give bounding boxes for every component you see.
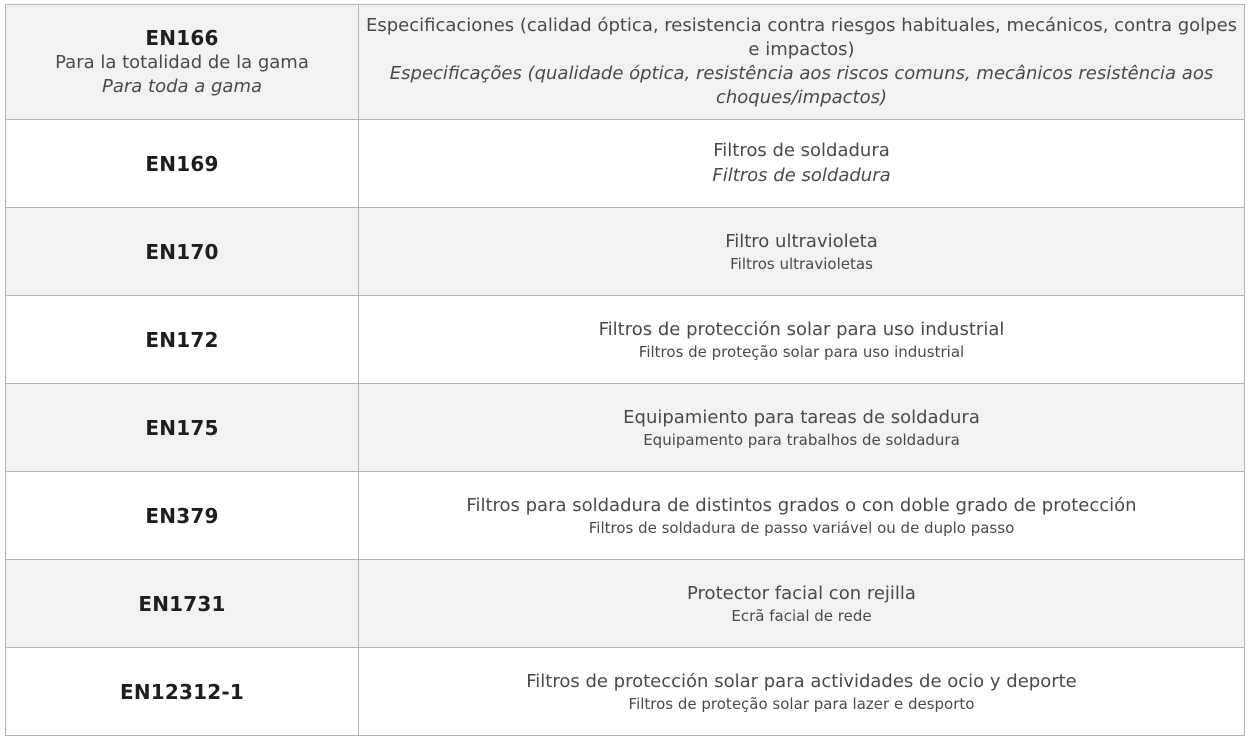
description-pt: Filtros de proteção solar para lazer e desporto — [628, 694, 975, 713]
description-es: Filtros de protección solar para uso industrial — [598, 318, 1005, 340]
standard-code-cell — [6, 5, 359, 120]
standard-code: EN379 — [145, 503, 219, 528]
standards-table — [5, 4, 1245, 736]
standard-description-cell — [359, 120, 1245, 208]
table-row — [6, 5, 1245, 120]
standard-code-cell — [6, 384, 359, 472]
table-row — [6, 648, 1245, 736]
description-pt: Filtros ultravioletas — [730, 254, 873, 273]
standard-description-cell — [359, 560, 1245, 648]
description-es: Especificaciones (calidad óptica, resistencia contra riesgos habituales, mecánicos, contra golpes e impactos) — [365, 15, 1238, 60]
standard-code: EN172 — [145, 327, 219, 352]
standard-description-cell — [359, 208, 1245, 296]
standard-description-cell — [359, 648, 1245, 736]
table-row — [6, 560, 1245, 648]
standard-description-cell — [359, 296, 1245, 384]
standard-code: EN170 — [145, 239, 219, 264]
standard-code: EN175 — [145, 415, 219, 440]
description-pt: Especificações (qualidade óptica, resistência aos riscos comuns, mecânicos resistência aos choques/impactos) — [389, 63, 1214, 108]
description-es: Filtro ultravioleta — [725, 230, 878, 252]
standard-code-cell — [6, 472, 359, 560]
standard-code-cell — [6, 296, 359, 384]
table-row — [6, 296, 1245, 384]
description-pt: Equipamento para trabalhos de soldadura — [643, 430, 960, 449]
description-es: Filtros para soldadura de distintos grados o con doble grado de protección — [466, 494, 1137, 516]
standard-description-cell — [359, 472, 1245, 560]
table-row — [6, 208, 1245, 296]
description-es: Filtros de soldadura — [713, 139, 890, 161]
description-es: Filtros de protección solar para actividades de ocio y deporte — [526, 670, 1077, 692]
scope-es: Para la totalidad de la gama — [55, 52, 309, 73]
table-row — [6, 120, 1245, 208]
description-pt: Filtros de soldadura — [712, 164, 891, 186]
description-pt: Filtros de proteção solar para uso industrial — [638, 342, 965, 361]
standard-code: EN12312-1 — [120, 679, 244, 704]
table-row — [6, 384, 1245, 472]
standard-code-cell — [6, 560, 359, 648]
standard-description-cell — [359, 384, 1245, 472]
description-pt: Ecrã facial de rede — [731, 606, 872, 625]
description-es: Protector facial con rejilla — [687, 582, 916, 604]
standard-code: EN169 — [145, 151, 219, 176]
description-es: Equipamiento para tareas de soldadura — [623, 406, 980, 428]
standard-code-cell — [6, 120, 359, 208]
standard-description-cell — [359, 5, 1245, 120]
standard-code: EN1731 — [138, 591, 226, 616]
standard-code-cell — [6, 648, 359, 736]
description-pt: Filtros de soldadura de passo variável ou de duplo passo — [588, 518, 1015, 537]
scope-pt: Para toda a gama — [101, 76, 263, 97]
standard-code: EN166 — [145, 26, 219, 50]
standard-code-cell — [6, 208, 359, 296]
table-row — [6, 472, 1245, 560]
